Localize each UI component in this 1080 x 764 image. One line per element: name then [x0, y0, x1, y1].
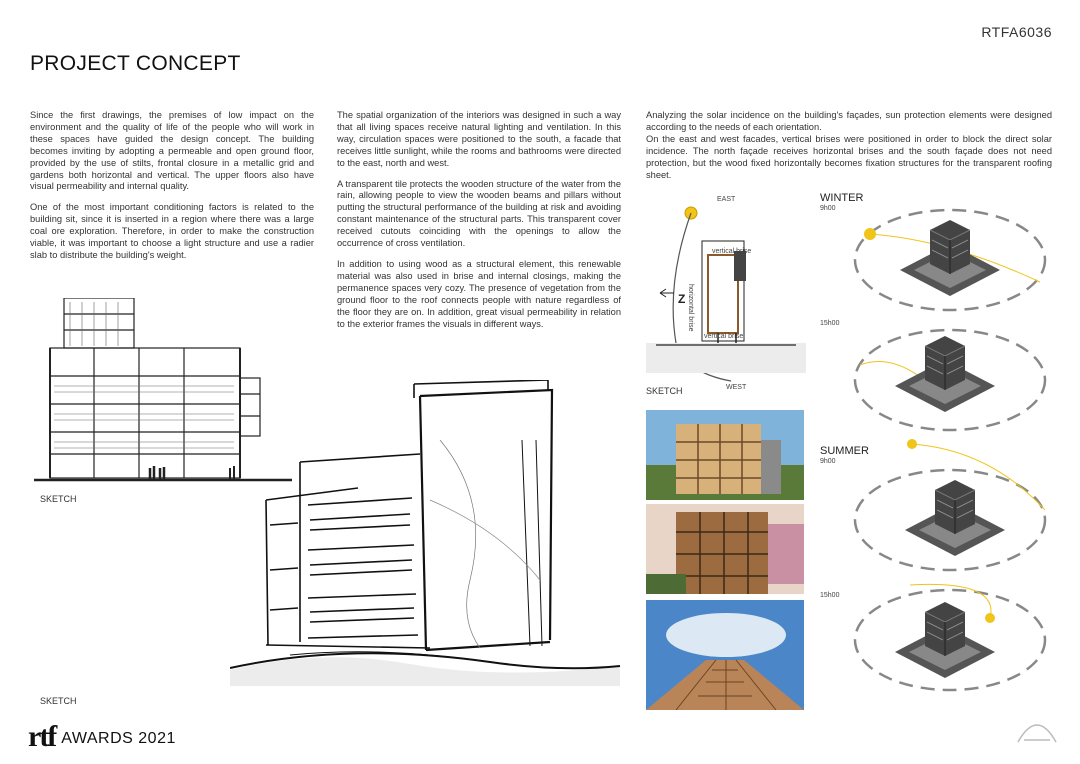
paragraph: On the east and west facades, vertical brises were positioned in order to block the direct solar incidence. The north façade receives horizontal brises and the south façade does not need protection, but the wood fixed horizontally becomes fixation structures for the transparent roofing sheet. [646, 133, 1052, 180]
sketch-caption: SKETCH [646, 386, 683, 396]
plan-label-west: WEST [726, 384, 747, 391]
awards-label: AWARDS 2021 [61, 730, 176, 747]
rtf-logo: rtf [28, 720, 56, 753]
north-arrow-label: Z [678, 292, 686, 306]
watermark-icon [1012, 712, 1062, 750]
perspective-sketch [230, 380, 630, 690]
render-photo [646, 600, 804, 710]
paragraph: In addition to using wood as a structural element, this renewable material was also used in brise and internal closings, making the permanence spaces very cozy. The presence of vegetation from the ground floor to the roof connects people with nature regardless of the floor they are on. In addition, great visual permeability in relation to the exterior frames the visuals in different ways. [337, 258, 621, 329]
plan-label-vertical-brise: vertical brise [704, 333, 744, 340]
plan-label-vertical-brise: vertical brise [712, 248, 752, 255]
plan-sketch [646, 193, 806, 385]
text-column-2 [337, 110, 621, 339]
footer-logo [28, 720, 176, 753]
time-label: 15h00 [820, 320, 840, 327]
plan-label-horizontal-brise: horizontal brise [687, 284, 694, 332]
paragraph: A transparent tile protects the wooden structure of the water from the rain, allowing people to view the wooden beams and pillars without putting the structural performance of the building at risk and avoiding constant maintenance of the structural parts. This transparent cover received cutouts coinciding with the openings to allow the occurrence of cross ventilation. [337, 178, 621, 249]
sketch-caption: SKETCH [40, 696, 77, 706]
render-photo [646, 410, 804, 500]
paragraph: Analyzing the solar incidence on the building's façades, sun protection elements were designed according to the needs of each orientation. [646, 110, 1052, 132]
plan-label-east: EAST [717, 196, 736, 203]
sun-study-diagram [840, 200, 1065, 700]
winter-label: WINTER [820, 192, 864, 204]
text-column-3 [646, 110, 1052, 181]
paragraph: The spatial organization of the interiors was designed in such a way that all living spaces receive natural lighting and ventilation. In this way, circulation spaces were positioned to the south, a facade that receives little sunlight, while the rooms and bathrooms were directed to the east, north and west. [337, 110, 621, 168]
time-label: 9h00 [820, 458, 836, 465]
summer-label: SUMMER [820, 445, 869, 457]
time-label: 15h00 [820, 592, 840, 599]
render-photo [646, 504, 804, 594]
project-code: RTFA6036 [981, 24, 1052, 40]
paragraph: Since the first drawings, the premises of low impact on the environment and the quality of life of the people who will work in these spaces have guided the design concept. The building becomes inviting by adopting a permeable and open ground floor, provided by the use of stilts, frontal closure in a metallic grid and gardens both horizontal and vertical. The upper floors also have visual permeability and internal quality. [30, 110, 314, 192]
sketch-caption: SKETCH [40, 494, 77, 504]
page-title: PROJECT CONCEPT [30, 52, 241, 75]
text-column-1 [30, 110, 314, 271]
paragraph: One of the most important conditioning factors is related to the building sit, since it is inserted in a region where there was a large coal ore exploration. Therefore, in order to make the construction viable, it was important to choose a light structure and use a radier slab to distribute the building's weight. [30, 202, 314, 260]
time-label: 9h00 [820, 205, 836, 212]
